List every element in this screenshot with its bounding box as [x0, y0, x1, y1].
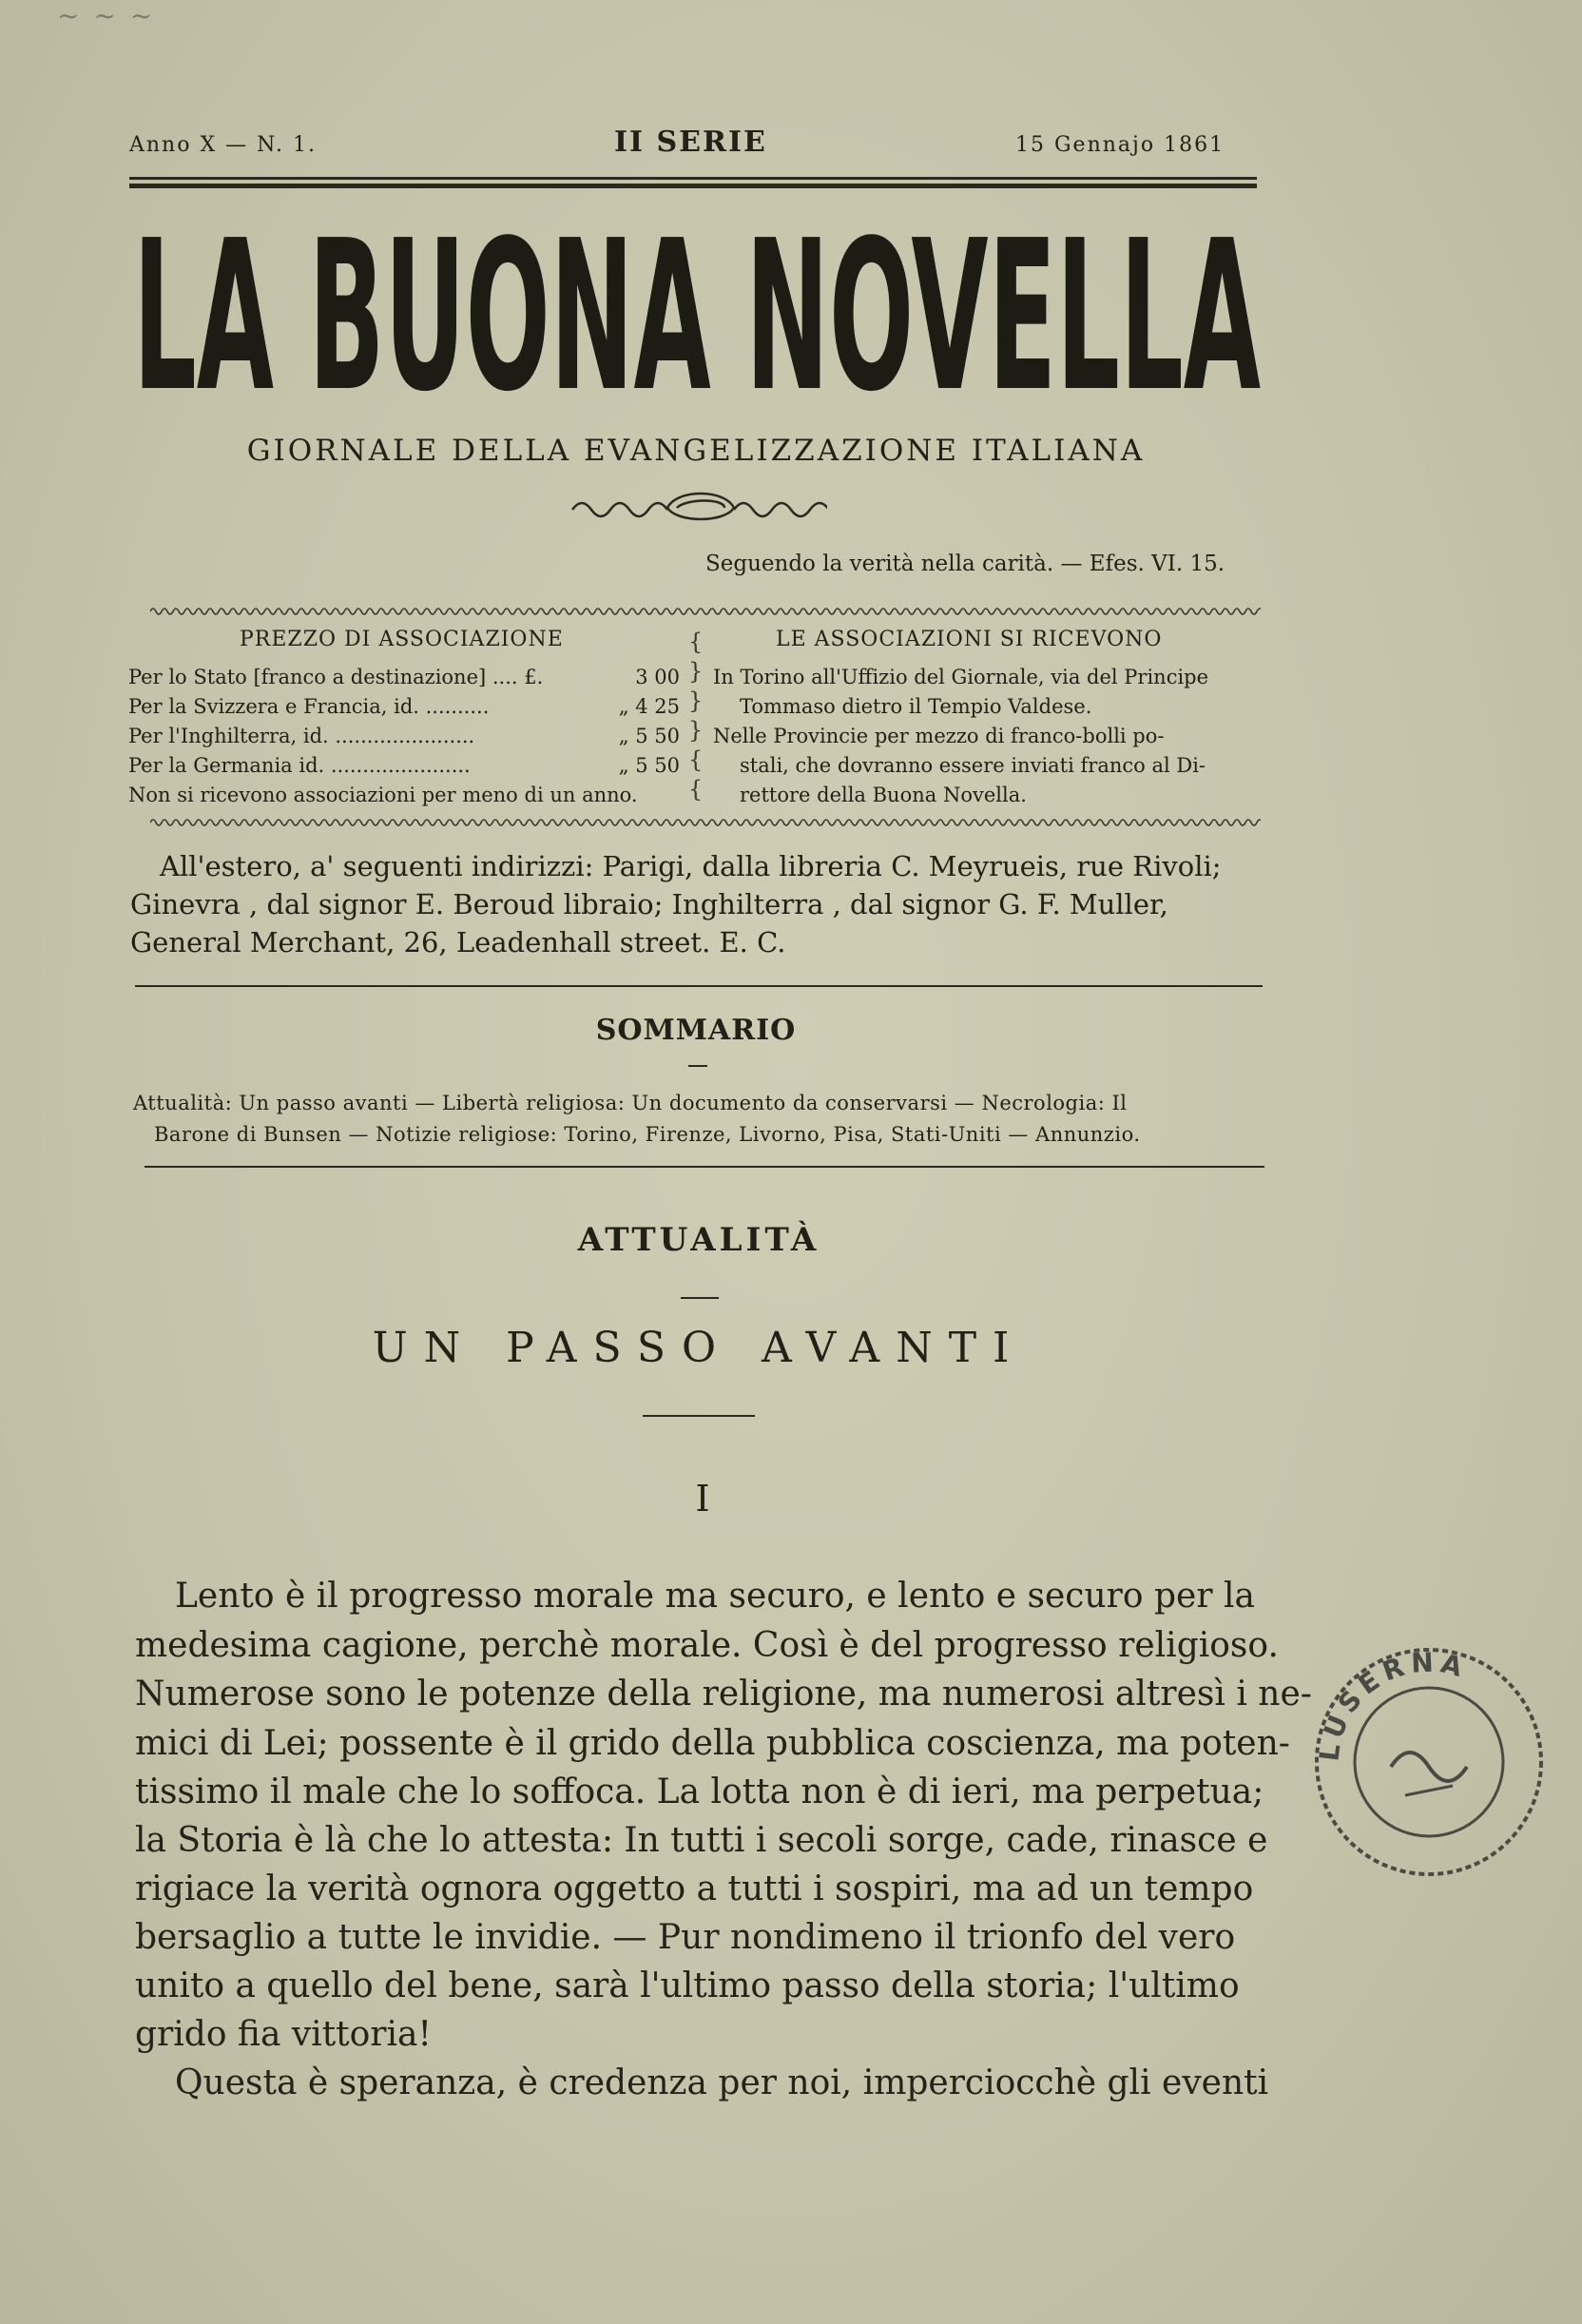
abroad-line: General Merchant, 26, Leadenhall street. E. C.	[130, 926, 786, 959]
motto: Seguendo la verità nella carità. — Efes. VI. 15.	[705, 552, 1225, 576]
abroad-line: Ginevra , dal signor E. Beroud libraio; Inghilterra , dal signor G. F. Muller,	[130, 888, 1168, 920]
article-line: tissimo il male che lo soffoca. La lotta non è di ieri, ma perpetua;	[135, 1772, 1264, 1811]
part-number: I	[695, 1478, 710, 1520]
section-title: ATTUALITÀ	[577, 1221, 820, 1259]
stamp-text: LUSERNA	[1313, 1646, 1472, 1763]
where-line: Tommaso dietro il Tempio Valdese.	[740, 695, 1092, 718]
masthead-text: LA BUONA NOVELLA	[133, 228, 1261, 409]
handwritten-scrawl: ~ ~ ~	[57, 0, 156, 31]
ornament-flourish	[570, 487, 827, 525]
masthead-subtitle: GIORNALE DELLA EVANGELIZZAZIONE ITALIANA	[246, 434, 1146, 468]
article-line: Lento è il progresso morale ma securo, e lento e securo per la	[175, 1577, 1255, 1616]
price-row: Per la Germania id. ...................... „ 5 50	[128, 754, 680, 777]
price-heading: PREZZO DI ASSOCIAZIONE	[240, 628, 564, 651]
sommario-dash	[688, 1065, 707, 1067]
price-row: Per lo Stato [franco a destinazione] .... £. 3 00	[128, 666, 680, 688]
section-dash	[681, 1297, 719, 1299]
issue-date: 15 Gennajo 1861	[1015, 133, 1225, 157]
where-line: Nelle Provincie per mezzo di franco-bolli po-	[713, 725, 1165, 747]
article-line: medesima cagione, perchè morale. Così è del progresso religioso.	[135, 1626, 1279, 1665]
article-line: Questa è speranza, è credenza per noi, imperciocchè gli eventi	[175, 2063, 1269, 2102]
article-line: bersaglio a tutte le invidie. — Pur nondimeno il trionfo del vero	[135, 1918, 1236, 1957]
price-note: Non si ricevono associazioni per meno di un anno.	[128, 784, 638, 806]
sommario-line: Barone di Bunsen — Notizie religiose: Torino, Firenze, Livorno, Pisa, Stati-Uniti — Annunzio.	[154, 1123, 1141, 1146]
rule-above-sommario	[135, 985, 1263, 987]
title-rule	[643, 1415, 755, 1417]
library-stamp	[1301, 1634, 1557, 1890]
sommario-line: Attualità: Un passo avanti — Libertà religiosa: Un documento da conservarsi — Necrologia: Il	[133, 1092, 1128, 1114]
article-line: mici di Lei; possente è il grido della pubblica coscienza, ma poten-	[135, 1724, 1290, 1763]
rule-below-sommario	[145, 1166, 1264, 1168]
wavy-rule-bottom	[150, 816, 1261, 829]
series-label: II SERIE	[614, 126, 767, 159]
article-line: grido fia vittoria!	[135, 2015, 432, 2054]
abroad-line: All'estero, a' seguenti indirizzi: Parigi, dalla libreria C. Meyrueis, rue Rivoli;	[160, 850, 1222, 882]
where-heading: LE ASSOCIAZIONI SI RICEVONO	[776, 628, 1163, 651]
article-line: Numerose sono le potenze della religione, ma numerosi altresì i ne-	[135, 1675, 1312, 1714]
article-line: la Storia è là che lo attesta: In tutti i secoli sorge, cade, rinasce e	[135, 1821, 1268, 1860]
where-line: rettore della Buona Novella.	[740, 784, 1027, 806]
price-row: Per l'Inghilterra, id. ...................... „ 5 50	[128, 725, 680, 747]
masthead-title	[131, 228, 1263, 409]
sommario-title: SOMMARIO	[595, 1014, 797, 1047]
price-row: Per la Svizzera e Francia, id. .......... „ 4 25	[128, 695, 680, 718]
where-line: In Torino all'Uffizio del Giornale, via del Principe	[713, 666, 1209, 688]
where-line: stali, che dovranno essere inviati franco al Di-	[740, 754, 1206, 777]
header-rule-bottom	[129, 184, 1257, 188]
svg-text:LUSERNA	[1313, 1647, 1471, 1763]
issue-number: Anno X — N. 1.	[129, 133, 317, 157]
article-line: rigiace la verità ognora oggetto a tutti i sospiri, ma ad un tempo	[135, 1869, 1254, 1908]
wavy-rule-top	[150, 605, 1261, 618]
article-line: unito a quello del bene, sarà l'ultimo passo della storia; l'ultimo	[135, 1966, 1240, 2005]
brace-divider: { } } } { {	[688, 629, 704, 803]
article-title: UN PASSO AVANTI	[372, 1324, 1026, 1372]
header-rule-top	[129, 177, 1257, 180]
